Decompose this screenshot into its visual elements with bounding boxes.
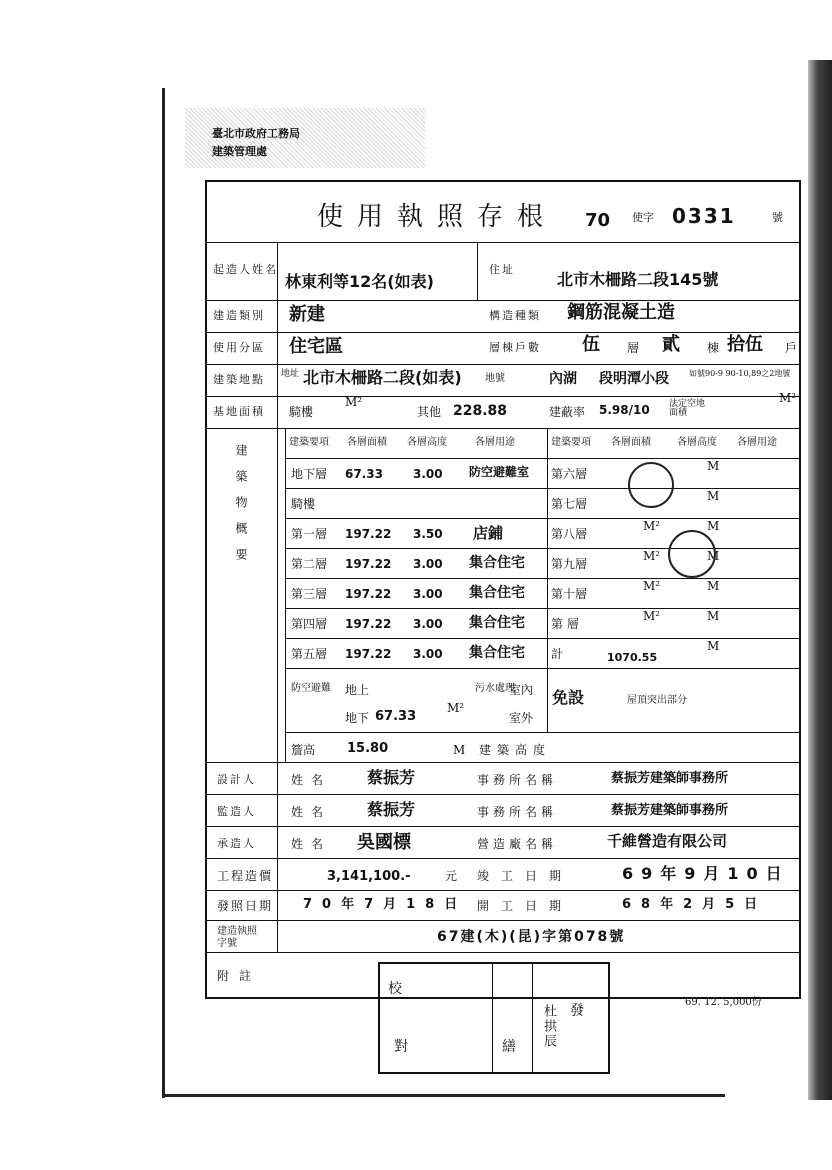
land-numbers: 如號90-9 90-10,89之2地號 bbox=[689, 369, 791, 378]
row-height-2: M bbox=[707, 459, 720, 473]
stamp-label-copy: 繕 bbox=[502, 1039, 516, 1055]
below-ground-value: 67.33 bbox=[375, 709, 417, 724]
issue-label: 發照日期 bbox=[217, 899, 274, 913]
rule bbox=[285, 488, 799, 489]
permit-value: 67建(木)(昆)字第078號 bbox=[437, 929, 626, 945]
serial-suffix: 號 bbox=[772, 211, 783, 224]
completion-value: 69年9月10日 bbox=[622, 864, 790, 883]
supervisor-office-label: 事務所名稱 bbox=[477, 805, 558, 819]
legal-open-unit: M² bbox=[779, 391, 797, 405]
rule bbox=[207, 332, 799, 333]
rule bbox=[285, 732, 799, 733]
row-area: 197.22 bbox=[345, 557, 392, 571]
use-zone-label: 使用分區 bbox=[213, 341, 265, 354]
rule bbox=[285, 638, 799, 639]
row-item-2: 第十層 bbox=[551, 587, 588, 601]
row-use: 集合住宅 bbox=[469, 585, 525, 601]
scan-left-edge bbox=[162, 88, 165, 1098]
designer-label: 設計人 bbox=[217, 773, 256, 786]
rule bbox=[207, 396, 799, 397]
col-header-height: 各層高度 bbox=[407, 437, 447, 448]
contractor-label: 承造人 bbox=[217, 837, 256, 850]
contractor-name: 吳國標 bbox=[357, 832, 411, 853]
rule bbox=[547, 428, 548, 732]
land-prefix: 地號 bbox=[485, 373, 505, 384]
rule bbox=[285, 578, 799, 579]
start-value: 68年2月5日 bbox=[622, 897, 768, 912]
overview-section-label: 建築物概要 bbox=[234, 444, 248, 574]
stamp-label-issue: 發 bbox=[570, 1003, 584, 1019]
approval-seal bbox=[668, 530, 716, 578]
row-height: 3.00 bbox=[413, 467, 443, 481]
row-height-2: M bbox=[707, 549, 720, 563]
row-height: 3.00 bbox=[413, 587, 443, 601]
cost-label: 工程造價 bbox=[217, 869, 274, 883]
row-area-2: M² bbox=[643, 609, 661, 623]
roof-label: 屋頂突出部分 bbox=[627, 695, 687, 706]
license-form bbox=[205, 180, 801, 999]
arcade-unit: M² bbox=[345, 395, 363, 409]
row-item: 第四層 bbox=[291, 617, 328, 631]
issue-value: 70年7月18日 bbox=[303, 897, 468, 912]
rule bbox=[285, 458, 799, 459]
row-item-2: 第 層 bbox=[551, 617, 579, 631]
col-header-use: 各層用途 bbox=[475, 437, 515, 448]
row-use: 集合住宅 bbox=[469, 645, 525, 661]
scan-right-margin bbox=[808, 60, 832, 1100]
base-area-label: 基地面積 bbox=[213, 405, 265, 418]
row-height-2: M bbox=[707, 519, 720, 533]
floors-value: 伍 bbox=[582, 334, 600, 355]
row-item: 第一層 bbox=[291, 527, 328, 541]
land-section: 內湖 bbox=[549, 371, 577, 387]
above-ground-label: 地上 bbox=[345, 683, 370, 697]
floors-label: 層棟戶數 bbox=[489, 341, 541, 354]
row-item: 第二層 bbox=[291, 557, 328, 571]
stamp-label-proofread: 對 bbox=[394, 1039, 408, 1055]
row-area: 67.33 bbox=[345, 467, 383, 481]
print-note: 69. 12. 5,000份 bbox=[685, 997, 762, 1008]
col-header-height-2: 各層高度 bbox=[677, 437, 717, 448]
arcade-label: 騎樓 bbox=[289, 405, 314, 419]
serial-prefix: 使字 bbox=[632, 211, 654, 224]
row-use: 防空避難室 bbox=[469, 465, 530, 479]
rule bbox=[207, 952, 799, 953]
cost-value: 3,141,100.- bbox=[327, 869, 411, 884]
floors-unit: 層 bbox=[627, 341, 640, 355]
applicant-label: 起造人姓名 bbox=[213, 263, 278, 276]
row-height: 3.50 bbox=[413, 527, 443, 541]
category-value: 新建 bbox=[289, 304, 325, 325]
below-ground-unit: M² bbox=[447, 701, 465, 715]
contractor-company-label: 營造廠名稱 bbox=[477, 837, 558, 851]
start-label: 開工日期 bbox=[477, 899, 574, 913]
eave-height-unit: M bbox=[453, 743, 466, 757]
rule bbox=[285, 428, 286, 762]
households-unit: 戶 bbox=[785, 341, 798, 355]
col-header-item-2: 建築要項 bbox=[551, 437, 591, 448]
coverage-value: 5.98/10 bbox=[599, 403, 650, 417]
row-area: 197.22 bbox=[345, 647, 392, 661]
rule bbox=[285, 608, 799, 609]
rule bbox=[285, 668, 799, 669]
sewage-label: 污水處理 bbox=[475, 683, 515, 694]
rule bbox=[285, 548, 799, 549]
row-height-2: M bbox=[707, 609, 720, 623]
building-height-label: 建築高度 bbox=[479, 743, 552, 757]
buildings-unit: 棟 bbox=[707, 341, 720, 355]
rule bbox=[277, 242, 278, 762]
eave-height-label: 簷高 bbox=[291, 743, 316, 757]
coverage-label: 建蔽率 bbox=[549, 405, 586, 419]
row-area-2: M² bbox=[643, 579, 661, 593]
row-use: 集合住宅 bbox=[469, 615, 525, 631]
supervisor-office: 蔡振芳建築師事務所 bbox=[611, 803, 729, 818]
contractor-name-label: 姓名 bbox=[291, 837, 332, 851]
rule bbox=[285, 518, 799, 519]
supervisor-name: 蔡振芳 bbox=[367, 800, 416, 819]
address-label: 住址 bbox=[489, 263, 515, 276]
rule bbox=[207, 858, 799, 859]
row-area: 197.22 bbox=[345, 617, 392, 631]
agency-line-2: 建築管理處 bbox=[212, 145, 267, 158]
col-header-use-2: 各層用途 bbox=[737, 437, 777, 448]
category-label: 建造類別 bbox=[213, 309, 265, 322]
below-ground-label: 地下 bbox=[345, 711, 370, 725]
approval-seal bbox=[628, 462, 674, 508]
applicant-name: 林東利等12名(如表) bbox=[285, 272, 434, 291]
buildings-value: 貳 bbox=[662, 334, 680, 355]
site-address: 北市木柵路二段(如表) bbox=[303, 368, 462, 387]
rule bbox=[207, 794, 799, 795]
agency-line-1: 臺北市政府工務局 bbox=[212, 127, 300, 140]
row-area-2: M² bbox=[643, 549, 661, 563]
rule bbox=[207, 890, 799, 891]
row-height: 3.00 bbox=[413, 617, 443, 631]
year-value: 70 bbox=[585, 210, 611, 231]
row-use: 集合住宅 bbox=[469, 555, 525, 571]
cost-unit: 元 bbox=[445, 869, 458, 883]
approval-stamp bbox=[378, 962, 610, 1074]
rule bbox=[207, 920, 799, 921]
row-item-2: 第九層 bbox=[551, 557, 588, 571]
designer-office: 蔡振芳建築師事務所 bbox=[611, 771, 729, 786]
row-item-2: 計 bbox=[551, 647, 564, 661]
designer-name: 蔡振芳 bbox=[367, 768, 416, 787]
sewage-value: 免設 bbox=[552, 688, 585, 707]
designer-name-label: 姓名 bbox=[291, 773, 332, 787]
row-area-2: M² bbox=[643, 519, 661, 533]
rule bbox=[207, 762, 799, 763]
serial-number: 0331 bbox=[672, 204, 736, 228]
row-height: 3.00 bbox=[413, 557, 443, 571]
row-item-2: 第七層 bbox=[551, 497, 588, 511]
applicant-address: 北市木柵路二段145號 bbox=[557, 270, 719, 289]
legal-open-label: 法定空地面積 bbox=[669, 399, 706, 418]
row-height-2: M bbox=[707, 489, 720, 503]
supervisor-name-label: 姓名 bbox=[291, 805, 332, 819]
row-area: 197.22 bbox=[345, 527, 392, 541]
site-address-prefix: 地址 bbox=[281, 369, 300, 379]
supervisor-label: 監造人 bbox=[217, 805, 256, 818]
other-area-value: 228.88 bbox=[453, 403, 508, 419]
row-item: 騎樓 bbox=[291, 497, 316, 511]
col-header-area-2: 各層面積 bbox=[611, 437, 651, 448]
completion-label: 竣工日期 bbox=[477, 869, 574, 883]
rule bbox=[207, 364, 799, 365]
row-item: 地下層 bbox=[291, 467, 328, 481]
row-height-2: M bbox=[707, 639, 720, 653]
rule bbox=[207, 300, 799, 301]
indoor-label: 室內 bbox=[509, 683, 534, 697]
col-header-item: 建築要項 bbox=[289, 437, 329, 448]
row-item-2: 第八層 bbox=[551, 527, 588, 541]
row-total-area: 1070.55 bbox=[607, 651, 658, 664]
row-height: 3.00 bbox=[413, 647, 443, 661]
rule bbox=[477, 242, 478, 300]
contractor-company: 千維營造有限公司 bbox=[607, 832, 728, 850]
rule bbox=[207, 242, 799, 243]
other-label: 其他 bbox=[417, 405, 442, 419]
scan-bottom-edge bbox=[165, 1094, 725, 1097]
stamp-signer: 杜拱辰 bbox=[541, 1004, 556, 1049]
row-item-2: 第六層 bbox=[551, 467, 588, 481]
designer-office-label: 事務所名稱 bbox=[477, 773, 558, 787]
use-zone-value: 住宅區 bbox=[289, 336, 343, 357]
rule bbox=[207, 826, 799, 827]
row-height-2: M bbox=[707, 579, 720, 593]
form-title: 使用執照存根 bbox=[317, 202, 558, 232]
row-use: 店鋪 bbox=[473, 524, 504, 542]
col-header-area: 各層面積 bbox=[347, 437, 387, 448]
land-subsection: 段明潭小段 bbox=[599, 371, 669, 387]
structure-value: 鋼筋混凝土造 bbox=[567, 302, 675, 323]
remarks-label: 附註 bbox=[217, 969, 262, 983]
rule bbox=[207, 428, 799, 429]
eave-height-value: 15.80 bbox=[347, 741, 389, 756]
stamp-label-check: 校 bbox=[388, 981, 402, 997]
site-label: 建築地點 bbox=[213, 373, 265, 386]
civil-defense-label: 防空避難 bbox=[291, 683, 331, 694]
permit-label: 建造執照字號 bbox=[217, 926, 257, 949]
rule bbox=[277, 762, 278, 952]
structure-label: 構造種類 bbox=[489, 309, 541, 322]
row-area: 197.22 bbox=[345, 587, 392, 601]
row-item: 第五層 bbox=[291, 647, 328, 661]
outdoor-label: 室外 bbox=[509, 711, 534, 725]
row-item: 第三層 bbox=[291, 587, 328, 601]
households-value: 拾伍 bbox=[727, 334, 763, 355]
